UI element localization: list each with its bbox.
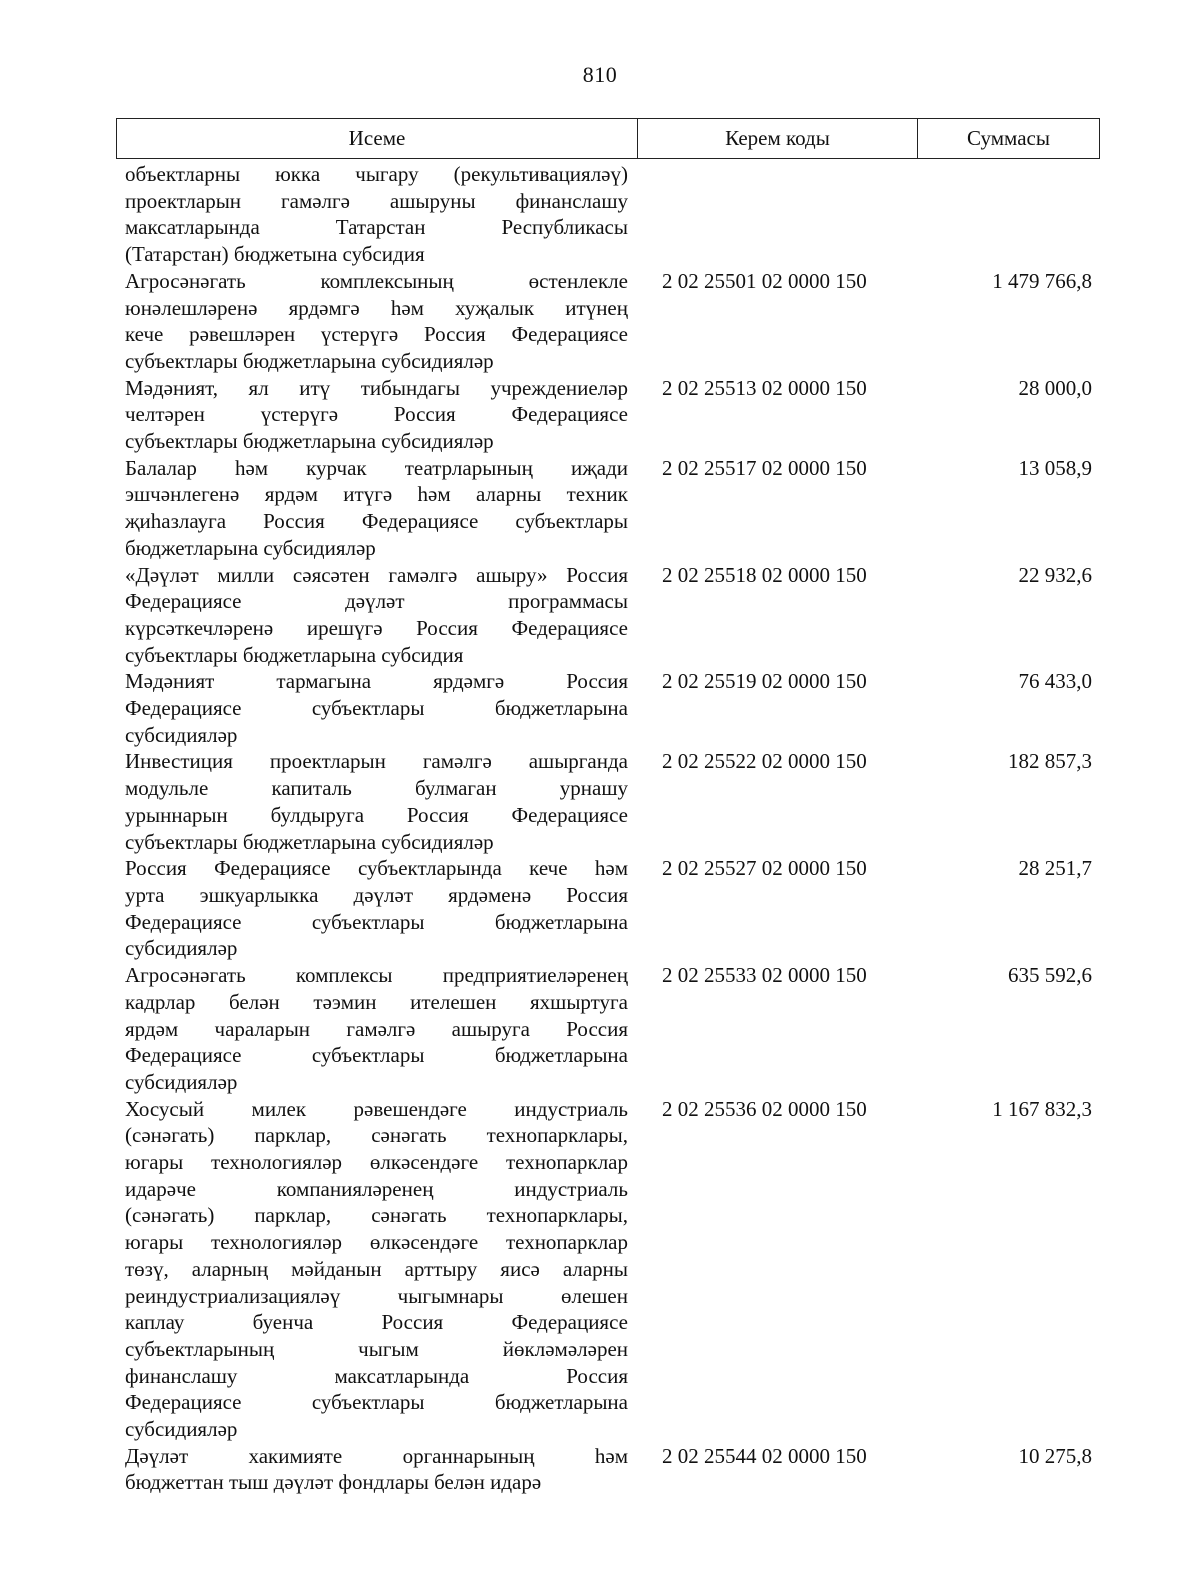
row-name xyxy=(125,562,628,669)
page-number: 810 xyxy=(582,62,618,87)
table-row xyxy=(125,668,1100,748)
row-code: 2 02 25527 02 0000 150 xyxy=(662,856,867,881)
row-name-line: Инвестиция проектларын гамәлгә ашырганда xyxy=(125,749,628,774)
row-name xyxy=(125,855,628,962)
row-name-line: «Дәүләт милли сәясәтен гамәлгә ашыру» Россия xyxy=(125,562,628,587)
row-code: 2 02 25513 02 0000 150 xyxy=(662,375,867,400)
row-code: 2 02 25544 02 0000 150 xyxy=(662,1443,867,1468)
table-row xyxy=(125,562,1100,669)
row-name xyxy=(125,1096,628,1443)
row-name-line: каплау буенча Россия Федерациясе xyxy=(125,1310,628,1335)
table-header xyxy=(116,118,1100,159)
row-name-line: җиһазлауга Россия Федерациясе субъектлары xyxy=(125,509,628,534)
row-name-line: идарәче компанияләренең индустриаль xyxy=(125,1176,628,1201)
row-name-line: Федерациясе субъектлары бюджетларына xyxy=(125,909,628,934)
header-code: Керем коды xyxy=(638,119,918,158)
row-name-line: Балалар һәм курчак театрларының иҗади xyxy=(125,455,628,480)
table-row xyxy=(125,455,1100,562)
row-name-line: субъектлары бюджетларына субсидияләр xyxy=(125,429,494,454)
row-code: 2 02 25517 02 0000 150 xyxy=(662,455,867,480)
row-name-line: Мәдәният тармагына ярдәмгә Россия xyxy=(125,669,628,694)
row-sum: 10 275,8 xyxy=(1018,1443,1092,1468)
table-row xyxy=(125,962,1100,1096)
row-name-line: субсидияләр xyxy=(125,1417,238,1442)
row-name-line: Хосусый милек рәвешендәге индустриаль xyxy=(125,1096,628,1121)
table-row xyxy=(125,1096,1100,1443)
row-code: 2 02 25519 02 0000 150 xyxy=(662,669,867,694)
row-name-line: субъектлары бюджетларына субсидияләр xyxy=(125,829,494,854)
row-name-line: субъектларының чыгым йөкләмәләрен xyxy=(125,1336,628,1361)
row-sum: 13 058,9 xyxy=(1018,455,1092,480)
row-name-line: Федерациясе субъектлары бюджетларына xyxy=(125,696,628,721)
row-name-line: күрсәткечләренә ирешүгә Россия Федерациясе xyxy=(125,615,628,640)
table-row xyxy=(125,1443,1100,1496)
row-name-line: Дәүләт хакимияте органнарының һәм xyxy=(125,1443,628,1468)
row-sum: 28 000,0 xyxy=(1018,375,1092,400)
row-name-line: кадрлар белән тәэмин ителешен яхшыртуга xyxy=(125,989,628,1014)
row-name-line: Агросәнәгать комплексы предприятиеләренең xyxy=(125,963,628,988)
row-sum: 182 857,3 xyxy=(1008,749,1092,774)
row-name-line: субсидияләр xyxy=(125,722,238,747)
row-sum: 22 932,6 xyxy=(1018,562,1092,587)
row-code: 2 02 25522 02 0000 150 xyxy=(662,749,867,774)
table-row xyxy=(125,855,1100,962)
table-body xyxy=(125,161,1100,1496)
row-name-line: (Татарстан) бюджетына субсидия xyxy=(125,242,425,267)
row-name xyxy=(125,668,628,748)
row-name-line: кече рәвешләрен үстерүгә Россия Федерациясе xyxy=(125,322,628,347)
row-code: 2 02 25533 02 0000 150 xyxy=(662,963,867,988)
row-name-line: югары технологияләр өлкәсендәге технопарклар xyxy=(125,1150,628,1175)
row-name-line: Федерациясе дәүләт программасы xyxy=(125,589,628,614)
row-name-line: урта эшкуарлыкка дәүләт ярдәменә Россия xyxy=(125,882,628,907)
row-name-line: реиндустриализацияләү чыгымнары өлешен xyxy=(125,1283,628,1308)
table-row xyxy=(125,375,1100,455)
table-row xyxy=(125,161,1100,268)
row-name-line: Федерациясе субъектлары бюджетларына xyxy=(125,1390,628,1415)
row-name-line: субсидияләр xyxy=(125,1069,238,1094)
row-name-line: юнәлешләренә ярдәмгә һәм хуҗалык итүнең xyxy=(125,295,628,320)
row-name-line: субъектлары бюджетларына субсидияләр xyxy=(125,348,494,373)
row-name-line: бюджетларына субсидияләр xyxy=(125,535,376,560)
row-name-line: югары технологияләр өлкәсендәге технопарклар xyxy=(125,1230,628,1255)
row-name-line: Россия Федерациясе субъектларында кече һәм xyxy=(125,856,628,881)
row-name-line: эшчәнлегенә ярдәм итүгә һәм аларны техник xyxy=(125,482,628,507)
row-sum: 635 592,6 xyxy=(1008,963,1092,988)
header-name: Исеме xyxy=(117,119,638,158)
row-name-line: Мәдәният, ял итү тибындагы учреждениеләр xyxy=(125,375,628,400)
row-name-line: максатларында Татарстан Республикасы xyxy=(125,215,628,240)
row-name-line: урыннарын булдыруга Россия Федерациясе xyxy=(125,802,628,827)
row-name-line: Агросәнәгать комплексының өстенлекле xyxy=(125,268,628,293)
header-sum: Суммасы xyxy=(967,126,1050,150)
row-name xyxy=(125,375,628,455)
row-name-line: проектларын гамәлгә ашыруны финанслашу xyxy=(125,188,628,213)
row-name xyxy=(125,161,628,268)
row-code: 2 02 25536 02 0000 150 xyxy=(662,1096,867,1121)
row-name xyxy=(125,268,628,375)
row-name-line: субсидияләр xyxy=(125,936,238,961)
row-name xyxy=(125,748,628,855)
row-name-line: челтәрен үстерүгә Россия Федерациясе xyxy=(125,402,628,427)
table-row xyxy=(125,268,1100,375)
row-name-line: бюджеттан тыш дәүләт фондлары белән идарә xyxy=(125,1470,542,1495)
row-name-line: (сәнәгать) парклар, сәнәгать технопарклары, xyxy=(125,1203,628,1228)
row-name-line: төзү, аларның мәйданын арттыру яисә аларны xyxy=(125,1256,628,1281)
row-sum: 76 433,0 xyxy=(1018,669,1092,694)
row-name xyxy=(125,1443,628,1496)
row-sum: 28 251,7 xyxy=(1018,856,1092,881)
row-sum: 1 479 766,8 xyxy=(992,268,1092,293)
row-name-line: модульле капиталь булмаган урнашу xyxy=(125,776,628,801)
row-name xyxy=(125,455,628,562)
row-name-line: объектларны юкка чыгару (рекультивацияләү) xyxy=(125,162,628,186)
row-name-line: ярдәм чараларын гамәлгә ашыруга Россия xyxy=(125,1016,628,1041)
row-name-line: (сәнәгать) парклар, сәнәгать технопарклары, xyxy=(125,1123,628,1148)
row-code: 2 02 25501 02 0000 150 xyxy=(662,268,867,293)
row-code: 2 02 25518 02 0000 150 xyxy=(662,562,867,587)
row-sum: 1 167 832,3 xyxy=(992,1096,1092,1121)
row-name xyxy=(125,962,628,1096)
row-name-line: Федерациясе субъектлары бюджетларына xyxy=(125,1043,628,1068)
table-row xyxy=(125,748,1100,855)
row-name-line: субъектлары бюджетларына субсидия xyxy=(125,642,464,667)
row-name-line: финанслашу максатларында Россия xyxy=(125,1363,628,1388)
